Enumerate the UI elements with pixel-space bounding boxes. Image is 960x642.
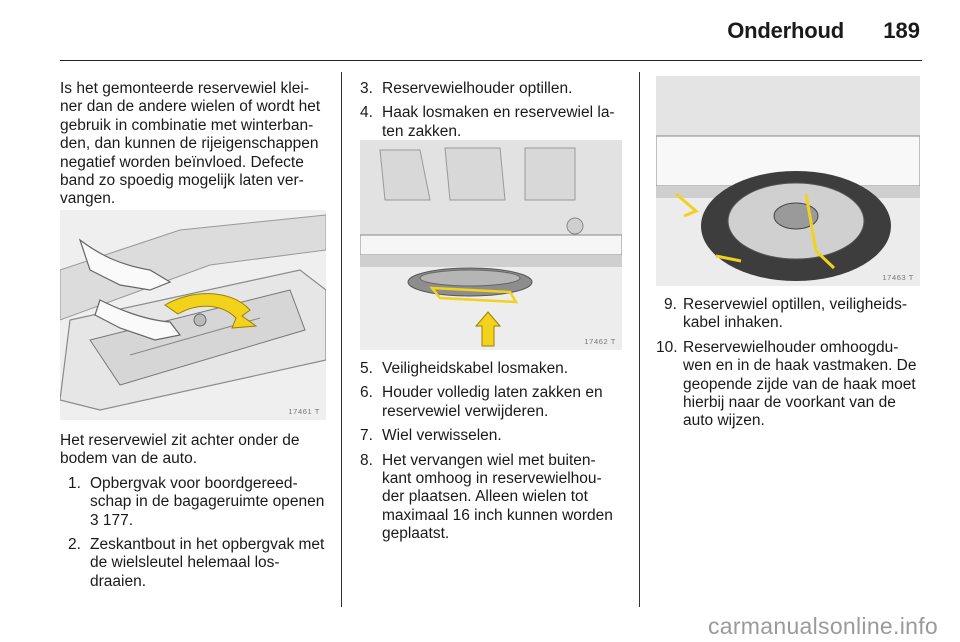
header-rule [60, 60, 922, 61]
figure-spare-wheel-mounted [656, 76, 920, 286]
intro-paragraph: Is het gemonteerde reservewiel klei-ner dan de andere wielen of wordt het gebruik in combinatie met winterban-den, dan kunnen de rijeigenschappen negatief worden beïnvloed. Defecte band zo spoedig mogelijk laten ver-vangen. [60, 80, 321, 208]
list-item: 9. Reservewiel optillen, veiligheids-kabel inhaken. [664, 296, 907, 332]
list-item: 10. Reservewielhouder omhoogdu-wen en in de haak vastmaken. De geopende zijde van de haak moet hierbij naar de voorkant van de auto wijzen. [656, 338, 917, 430]
page-reference[interactable]: 3 177. [90, 511, 134, 529]
list-item: 8. Het vervangen wiel met buiten-kant omhoog in reservewielhou-der plaatsen. Alleen wielen tot maximaal 16 inch kunnen worden geplaatst. [360, 451, 613, 543]
steps-list-3 [656, 296, 924, 431]
list-item: 3. Reservewielhouder optillen. [360, 80, 573, 97]
watermark: carmanualsonline.info [707, 613, 938, 639]
steps-list-2b [360, 360, 622, 544]
column-3-lower [656, 296, 924, 437]
spare-wheel-mounted-illustration [656, 76, 920, 286]
column-2-lower [360, 360, 622, 550]
trunk-illustration [60, 210, 326, 420]
column-1 [60, 80, 326, 209]
steps-list-2a [360, 80, 622, 141]
steps-list-1 [60, 475, 326, 591]
list-item: 2. Zeskantbout in het opbergvak met de wielsleutel helemaal los-draaien. [68, 536, 325, 590]
figure-code: 17462 T [584, 337, 616, 346]
figure-spare-wheel-lowered [360, 140, 622, 350]
list-item: 7. Wiel verwisselen. [360, 427, 502, 445]
spare-wheel-lowered-illustration [360, 140, 622, 350]
column-divider-2 [639, 72, 640, 607]
list-item: 6. Houder volledig laten zakken en reservewiel verwijderen. [360, 384, 603, 420]
column-2-top [360, 80, 622, 147]
figure-code: 17463 T [882, 273, 914, 282]
location-paragraph: Het reservewiel zit achter onder de bodem van de auto. [60, 432, 300, 468]
page-number: 189 [883, 18, 920, 43]
column-1-lower [60, 432, 326, 597]
list-item: 4. Haak losmaken en reservewiel la-ten zakken. [360, 104, 615, 140]
figure-trunk-compartment [60, 210, 326, 420]
column-divider-1 [341, 72, 342, 607]
list-item: 5. Veiligheidskabel losmaken. [360, 360, 569, 377]
page-header-title: Onderhoud [727, 18, 844, 43]
figure-code: 17461 T [288, 407, 320, 416]
list-item: 1. Opbergvak voor boordgereed-schap in de bagageruimte openen 3 177. [68, 474, 325, 529]
